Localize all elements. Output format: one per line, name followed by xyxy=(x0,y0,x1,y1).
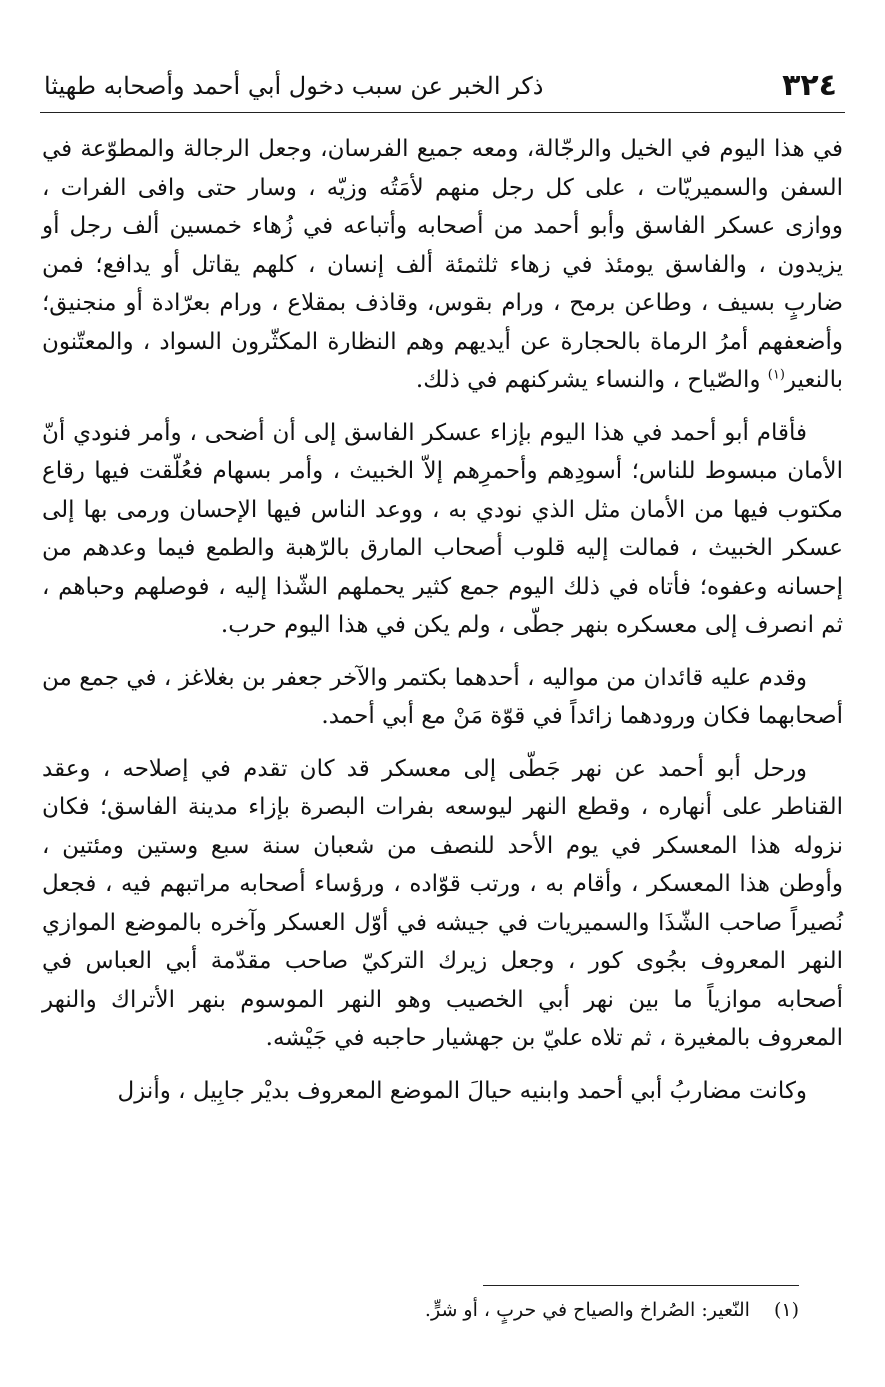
page-header xyxy=(40,62,845,113)
running-title: ذكر الخبر عن سبب دخول أبي أحمد وأصحابه طهيثا xyxy=(44,72,544,100)
paragraph-5: وكانت مضاربُ أبي أحمد وابنيه حيالَ الموضع المعروف بديْر جابِيل ، وأنزل xyxy=(117,1077,807,1104)
footnote-text: النّعير: الصُراخ والصياح في حربٍ ، أو شرٍّ. xyxy=(424,1299,750,1321)
page-number: ٣٢٤ xyxy=(782,68,837,103)
paragraph-2: فأقام أبو أحمد في هذا اليوم بإزاء عسكر الفاسق إلى أن أضحى ، وأمر فنودي أنّ الأمان مبسوط للناس؛ أسودِهم وأحمرِهم إلاّ الخبيث ، وأمر بسهام فعُلّقت فيها رقاع مكتوب فيها من الأمان مثل الذي نودي به ، ووعد الناس فيها الإحسان ورمى بها إلى عسكر الخبيث ، فمالت إليه قلوب أصحاب المارق بالرّهبة والطمع فيما وعدهم من إحسانه وعفوه؛ فأتاه في ذلك اليوم جمع كثير يحملهم الشّذا إليه ، فوصلهم وحباهم ، ثم انصرف إلى معسكره بنهر جطّى ، ولم يكن في هذا اليوم حرب. xyxy=(42,419,843,638)
paragraph-1-text-end: والصّياح ، والنساء يشركنهم في ذلك. xyxy=(415,367,768,393)
paragraph-4: ورحل أبو أحمد عن نهر جَطّى إلى معسكر قد كان تقدم في إصلاحه ، وعقد القناطر على أنهاره ، وقطع النهر ليوسعه بفرات البصرة بإزاء مدينة الفاسق؛ فكان نزوله هذا المعسكر في يوم الأحد للنصف من شعبان سنة سبع وستين ومئتين ، وأوطن هذا المعسكر ، وأقام به ، ورتب قوّاده ، ورؤساء أصحابه مراتبهم فيه ، فجعل نُصيراً صاحب الشّذَا والسميريات في جيشه في أوّل العسكر وآخره بالموضع الموازي النهر المعروف بجُوى كور ، وجعل زيرك التركيّ صاحب مقدّمة أبي العباس في أصحابه موازياً ما بين نهر أبي الخصيب وهو النهر الموسوم بنهر الأتراك والنهر المعروف بالمغيرة ، ثم تلاه عليّ بن جهشيار حاجبه في جَيْشه. xyxy=(42,755,843,1051)
footnote xyxy=(99,1296,799,1324)
body-text xyxy=(42,130,843,1124)
footnote-reference: (١) xyxy=(767,367,785,383)
paragraph-3: وقدم عليه قائدان من مواليه ، أحدهما بكتمر والآخر جعفر بن بغلاغز ، في جمع من أصحابهما فكان ورودهما زائداً في قوّة مَنْ مع أبي أحمد. xyxy=(42,664,843,729)
footnote-marker: (١) xyxy=(773,1299,799,1321)
footnote-divider xyxy=(483,1285,799,1286)
paragraph-1-text: في هذا اليوم في الخيل والرجّالة، ومعه جميع الفرسان، وجعل الرجالة والمطوّعة في السفن والسميريّات ، على كل رجل منهم لأمَتُه وزيّه ، وسار حتى وافى الفرات ، ووازى عسكر الفاسق وأبو أحمد من أصحابه وأتباعه في زُهاء خمسين ألف رجل أو يزيدون ، والفاسق يومئذ في زهاء ثلثمئة ألف إنسان ، كلهم يقاتل أو يدافع؛ فمن ضاربٍ بسيف ، وطاعن برمح ، ورام بقوس، وقاذف بمقلاع ، ورام بعرّادة أو منجنيق؛ وأضعفهم أمرُ الرماة بالحجارة عن أيديهم وهم النظارة المكثّرون السواد ، والمعتّنون بالنعير xyxy=(42,136,843,393)
paragraph-1 xyxy=(42,130,843,400)
